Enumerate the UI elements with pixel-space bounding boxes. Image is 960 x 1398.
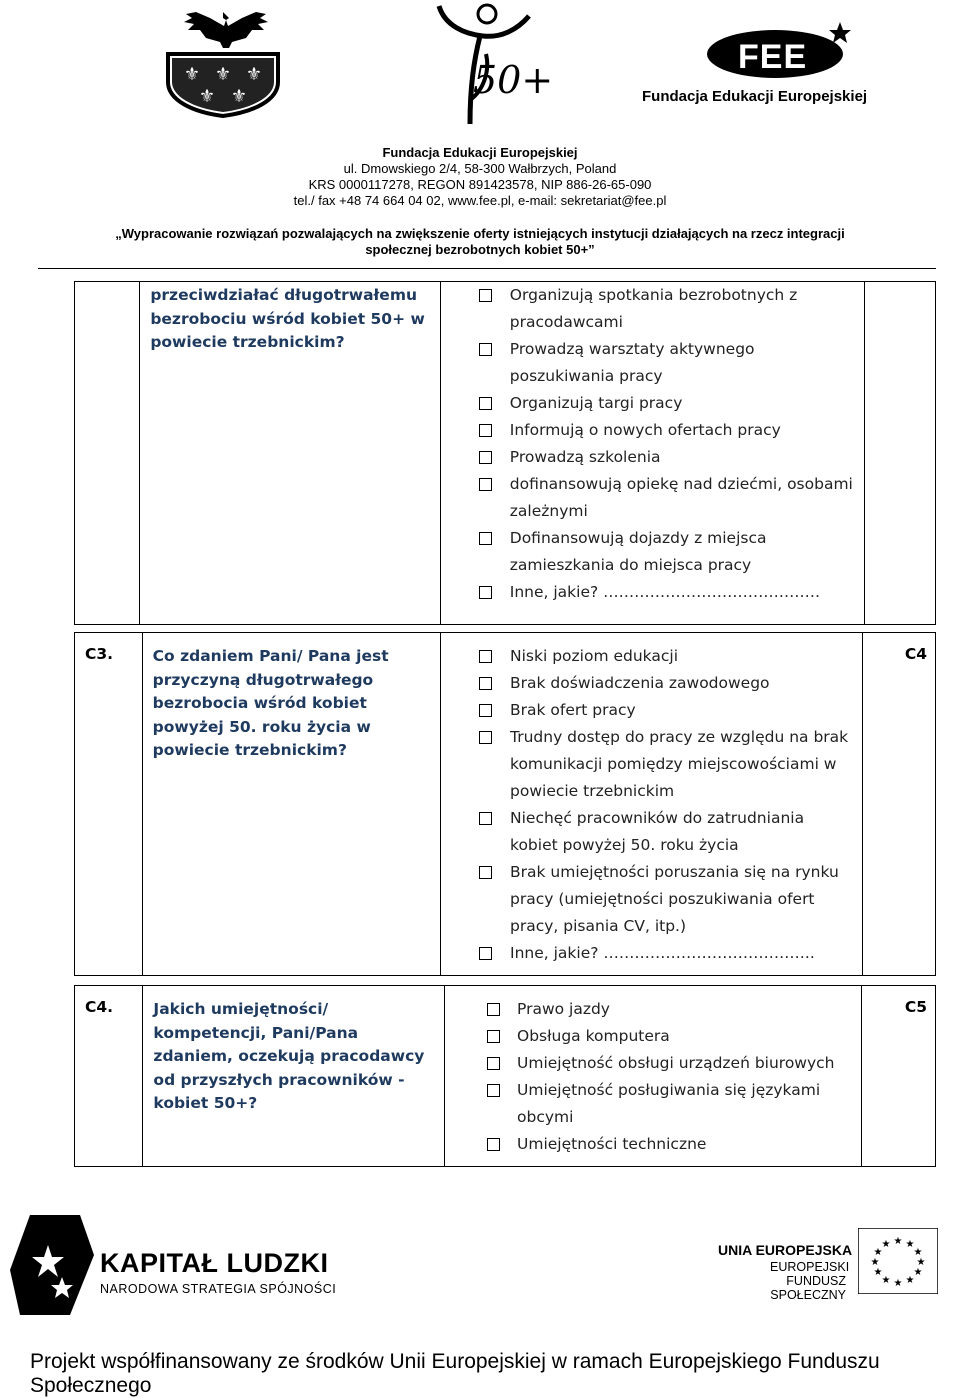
option-label: Organizują spotkania bezrobotnych z pracodawcami: [509, 286, 798, 331]
50-plus-text: 50+: [473, 58, 554, 102]
cofinanced-statement: Projekt współfinansowany ze środków Unii Europejskiej w ramach Europejskiego Funduszu Społecznego: [30, 1350, 880, 1397]
checkbox-icon[interactable]: [487, 1138, 500, 1151]
checkbox-icon[interactable]: [479, 812, 492, 825]
project-title-line1: „Wypracowanie rozwiązań pozwalających na zwiększenie oferty istniejących instytucji działających na rzecz integracji: [115, 226, 845, 241]
svg-text:★: ★: [905, 1239, 915, 1250]
option-label: dofinansowują opiekę nad dziećmi, osobami zależnymi: [509, 475, 853, 520]
checkbox-icon[interactable]: [479, 866, 492, 879]
option-label: Prowadzą warsztaty aktywnego poszukiwania pracy: [509, 340, 755, 385]
option-item[interactable]: [445, 1023, 861, 1050]
option-item[interactable]: [441, 444, 864, 471]
option-label: Prawo jazdy: [517, 1000, 610, 1018]
option-item[interactable]: [441, 525, 864, 579]
svg-text:★: ★: [916, 1257, 926, 1268]
option-item[interactable]: [441, 940, 862, 967]
options-cell: [440, 282, 864, 625]
org-contact: tel./ fax +48 74 664 04 02, www.fee.pl, e-mail: sekretariat@fee.pl: [293, 193, 667, 208]
option-label: Umiejętność posługiwania się językami obcymi: [517, 1081, 821, 1126]
eu-title: UNIA EUROPEJSKA: [718, 1242, 853, 1258]
coat-of-arms-logo: [162, 8, 284, 118]
question-code: C4: [862, 633, 935, 976]
checkbox-icon[interactable]: [479, 478, 492, 491]
question-table-c4: [74, 985, 936, 1167]
checkbox-icon[interactable]: [479, 947, 492, 960]
svg-text:⚜: ⚜: [245, 64, 263, 85]
svg-text:⚜: ⚜: [214, 64, 232, 85]
question-table-continued: [74, 281, 936, 625]
project-title-line2: społecznej bezrobotnych kobiet 50+”: [365, 242, 595, 257]
checkbox-icon[interactable]: [479, 451, 492, 464]
eu-fund-line2: FUNDUSZ SPOŁECZNY: [770, 1274, 846, 1302]
checkbox-icon[interactable]: [479, 397, 492, 410]
option-label: Inne, jakie? …………………………………..: [510, 944, 815, 962]
question-number: C3.: [75, 633, 143, 976]
option-item[interactable]: [441, 859, 862, 940]
question-text: przeciwdziałać długotrwałemu bezrobociu wśród kobiet 50+ w powiecie trzebnickim?: [140, 282, 440, 625]
svg-text:★: ★: [881, 1239, 891, 1250]
svg-text:★: ★: [893, 1236, 903, 1247]
checkbox-icon[interactable]: [487, 1057, 500, 1070]
checkbox-icon[interactable]: [479, 424, 492, 437]
option-label: Inne, jakie? ……………………………………: [509, 583, 821, 601]
svg-text:★: ★: [913, 1247, 923, 1258]
option-label: Informują o nowych ofertach pracy: [509, 421, 781, 439]
table-row: [75, 633, 936, 976]
header-divider: [38, 268, 936, 269]
fee-logo-caption: Fundacja Edukacji Europejskiej: [642, 88, 868, 105]
option-label: Trudny dostęp do pracy ze względu na brak komunikacji pomiędzy miejscowościami w powiecie trzebnickim: [510, 728, 849, 800]
option-label: Umiejętność obsługi urządzeń biurowych: [517, 1054, 835, 1072]
question-code: C5: [861, 986, 935, 1167]
svg-text:★: ★: [873, 1267, 883, 1278]
option-label: Brak ofert pracy: [510, 701, 636, 719]
option-item[interactable]: [441, 805, 862, 859]
option-item[interactable]: [441, 670, 862, 697]
option-item[interactable]: [445, 996, 861, 1023]
option-label: Obsługa komputera: [517, 1027, 670, 1045]
option-item[interactable]: [441, 724, 862, 805]
option-item[interactable]: [441, 336, 864, 390]
svg-text:★: ★: [905, 1275, 915, 1286]
option-item[interactable]: [445, 1050, 861, 1077]
org-name: Fundacja Edukacji Europejskiej: [382, 145, 578, 160]
svg-text:★: ★: [870, 1257, 880, 1268]
checkbox-icon[interactable]: [487, 1003, 500, 1016]
checkbox-icon[interactable]: [479, 532, 492, 545]
option-label: Organizują targi pracy: [509, 394, 683, 412]
kapital-ludzki-title: KAPITAŁ LUDZKI: [100, 1248, 329, 1278]
svg-text:★: ★: [873, 1247, 883, 1258]
svg-text:⚜: ⚜: [183, 64, 201, 85]
checkbox-icon[interactable]: [479, 731, 492, 744]
option-item[interactable]: [441, 697, 862, 724]
option-label: Niechęć pracowników do zatrudniania kobiet powyżej 50. roku życia: [510, 809, 805, 854]
question-text: Jakich umiejętności/ kompetencji, Pani/Pana zdaniem, oczekują pracodawcy od przyszłych pracowników - kobiet 50+?: [143, 986, 445, 1167]
question-table-c3: [74, 632, 936, 976]
options-cell: [441, 633, 863, 976]
question-number: C4.: [75, 986, 143, 1167]
options-cell: [445, 986, 862, 1167]
eu-fund-line1: EUROPEJSKI: [770, 1260, 850, 1274]
option-item[interactable]: [441, 282, 864, 336]
checkbox-icon[interactable]: [479, 289, 492, 302]
option-label: Dofinansowują dojazdy z miejsca zamieszkania do miejsca pracy: [509, 529, 767, 574]
option-item[interactable]: [441, 390, 864, 417]
option-item[interactable]: [441, 579, 864, 606]
option-label: Brak umiejętności poruszania się na rynku pracy (umiejętności poszukiwania ofert pracy, pisania CV, itp.): [510, 863, 839, 935]
org-registry: KRS 0000117278, REGON 891423578, NIP 886-26-65-090: [308, 177, 652, 192]
option-label: Prowadzą szkolenia: [509, 448, 661, 466]
option-item[interactable]: [445, 1131, 861, 1158]
option-item[interactable]: [445, 1077, 861, 1131]
fee-logo-letters: FEE: [738, 38, 808, 76]
question-number: [75, 282, 140, 625]
option-item[interactable]: [441, 643, 862, 670]
question-code: [864, 282, 936, 625]
svg-text:★: ★: [881, 1275, 891, 1286]
svg-text:★: ★: [913, 1267, 923, 1278]
option-label: Umiejętności techniczne: [517, 1135, 707, 1153]
kapital-ludzki-logo-mark: [10, 1215, 94, 1315]
checkbox-icon[interactable]: [479, 586, 492, 599]
checkbox-icon[interactable]: [487, 1084, 500, 1097]
svg-text:⚜: ⚜: [230, 86, 248, 107]
option-label: Brak doświadczenia zawodowego: [510, 674, 770, 692]
question-text: Co zdaniem Pani/ Pana jest przyczyną długotrwałego bezrobocia wśród kobiet powyżej 50. roku życia w powiecie trzebnickim?: [142, 633, 440, 976]
kapital-ludzki-subtitle: NARODOWA STRATEGIA SPÓJNOŚCI: [100, 1282, 337, 1296]
option-label: Niski poziom edukacji: [510, 647, 679, 665]
svg-text:⚜: ⚜: [198, 86, 216, 107]
checkbox-icon[interactable]: [479, 650, 492, 663]
checkbox-icon[interactable]: [479, 343, 492, 356]
checkbox-icon[interactable]: [479, 677, 492, 690]
table-row: [75, 986, 936, 1167]
eu-flag-icon: [858, 1228, 938, 1294]
checkbox-icon[interactable]: [487, 1030, 500, 1043]
org-address: ul. Dmowskiego 2/4, 58-300 Wałbrzych, Poland: [343, 161, 617, 176]
fee-logo: [640, 18, 870, 110]
option-item[interactable]: [441, 417, 864, 444]
50-plus-logo: [425, 0, 554, 130]
table-row: [75, 282, 936, 625]
checkbox-icon[interactable]: [479, 704, 492, 717]
option-item[interactable]: [441, 471, 864, 525]
svg-text:★: ★: [893, 1278, 903, 1289]
